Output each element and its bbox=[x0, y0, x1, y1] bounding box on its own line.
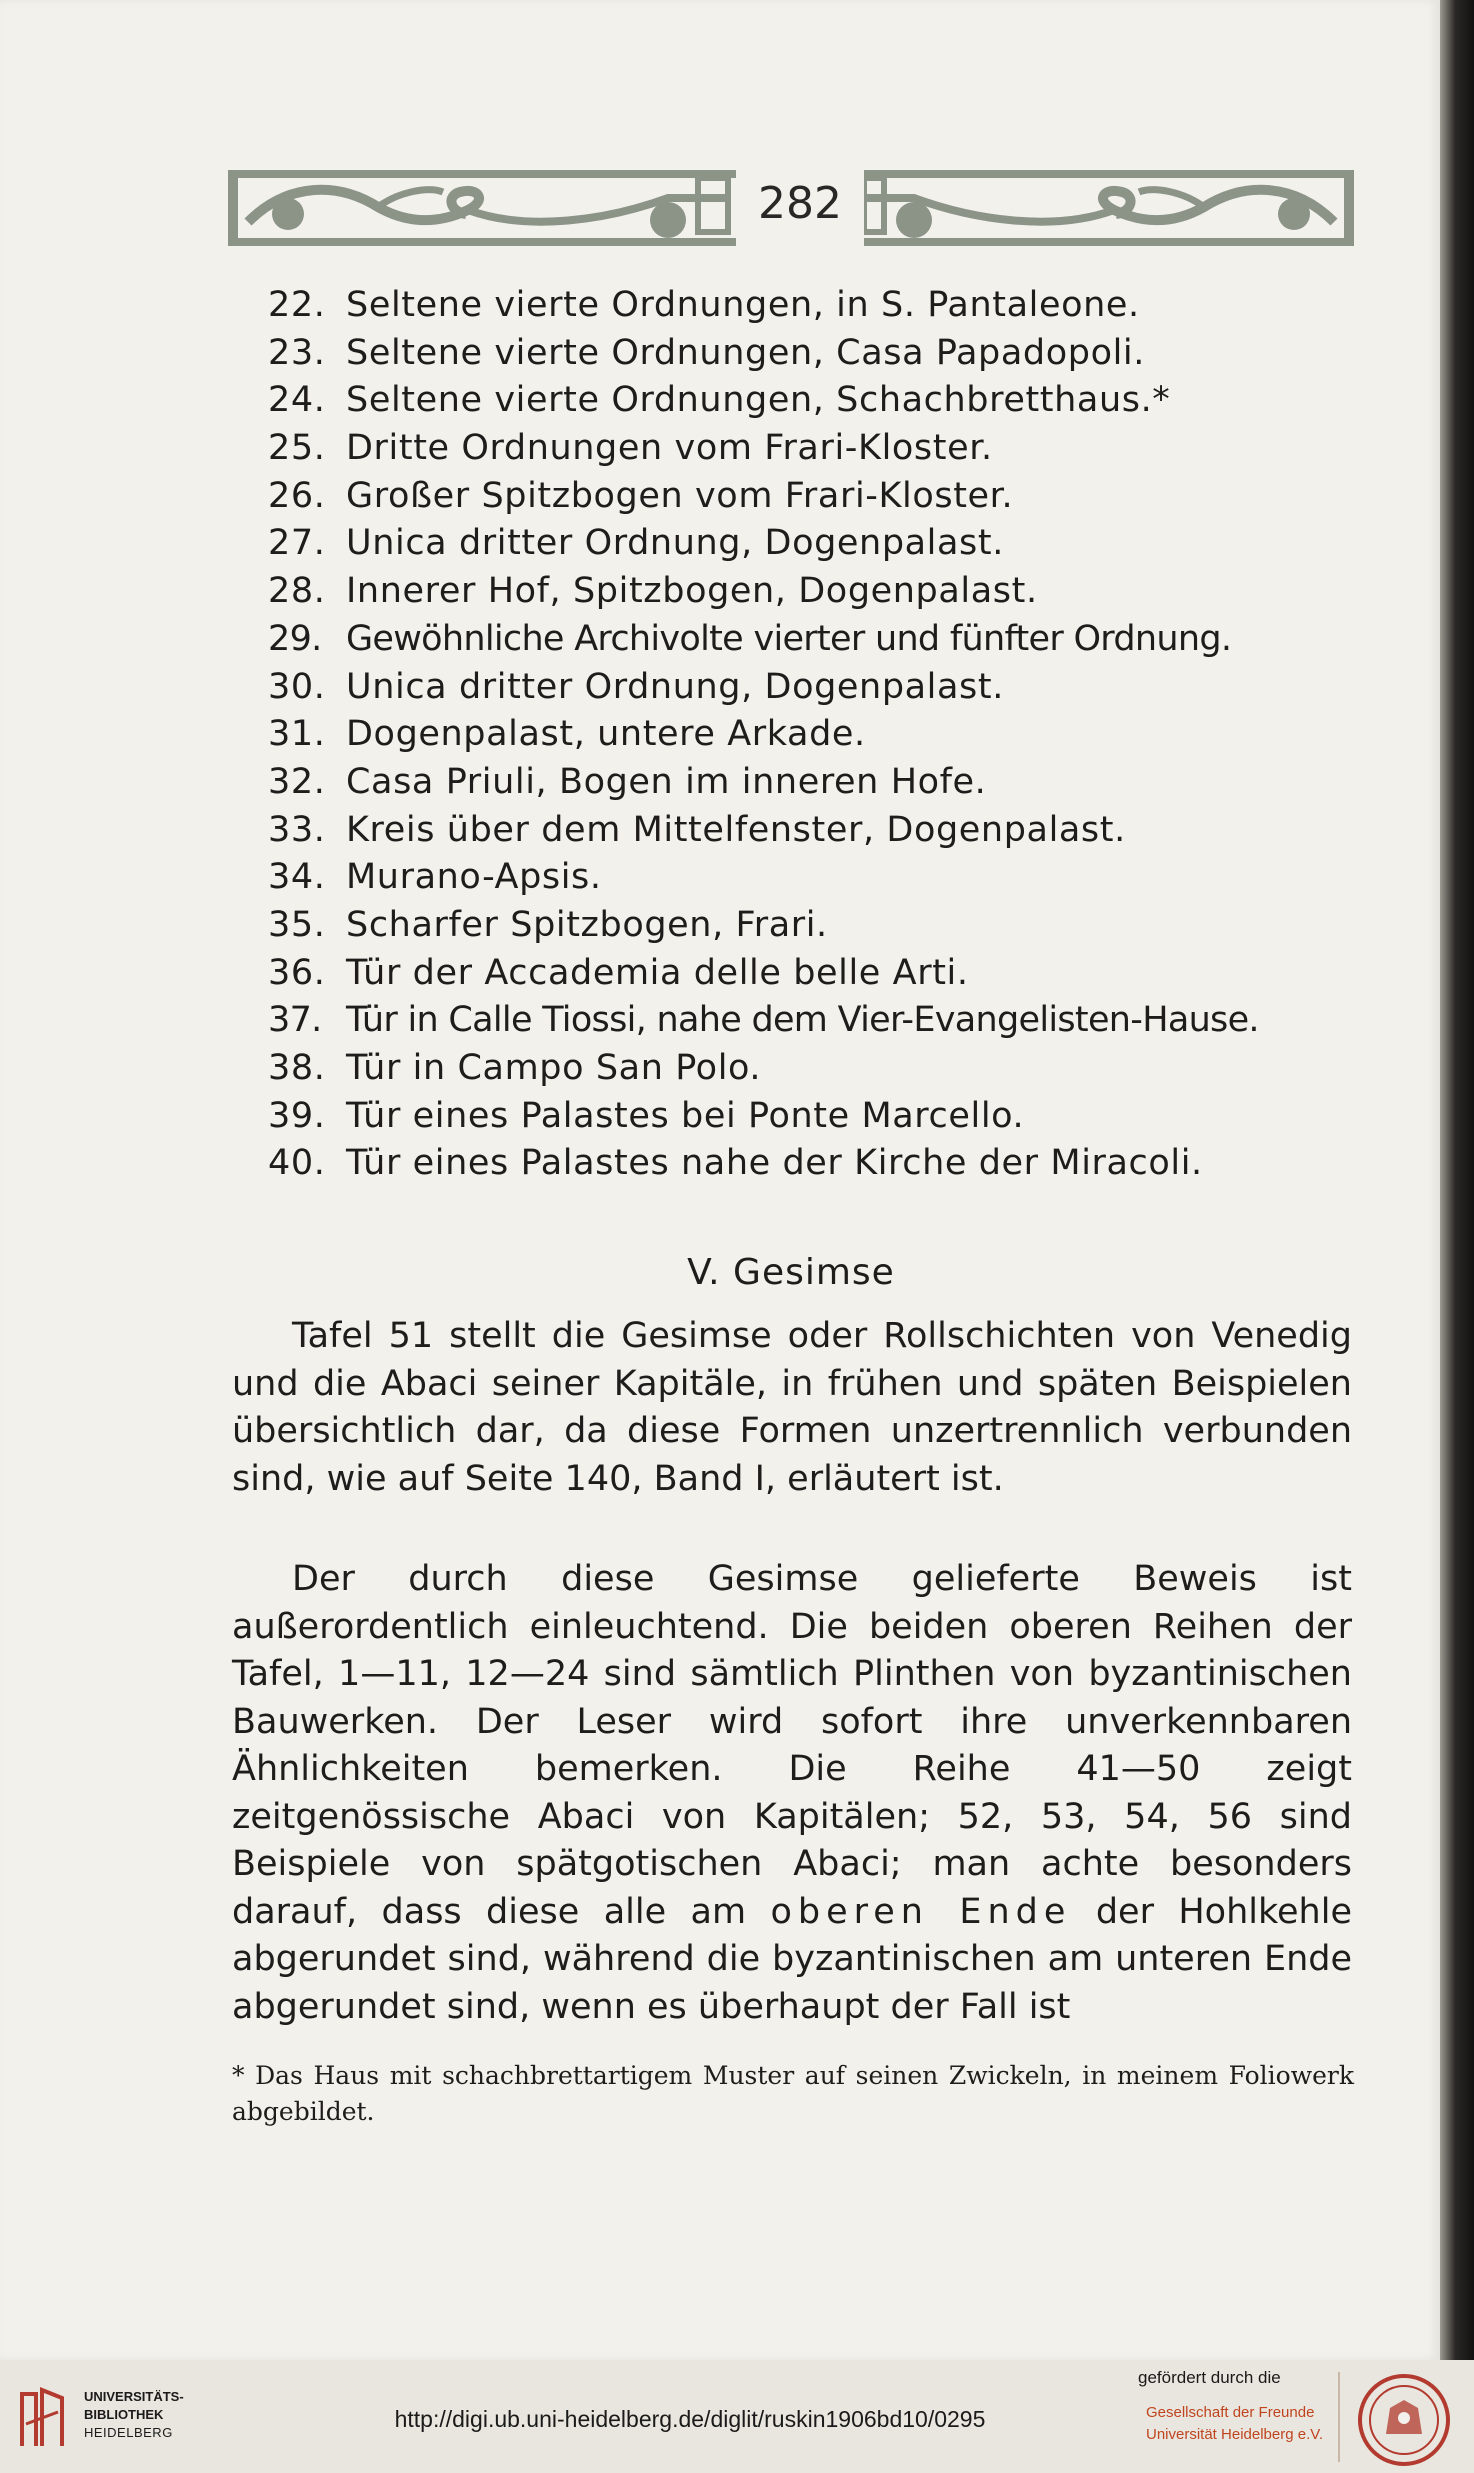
list-item: 32. Casa Priuli, Bogen im inneren Hofe. bbox=[268, 761, 987, 802]
list-item: 39. Tür eines Palastes bei Ponte Marcello. bbox=[268, 1095, 1025, 1136]
university-seal-icon bbox=[1356, 2372, 1452, 2468]
list-item: 35. Scharfer Spitzbogen, Frari. bbox=[268, 904, 828, 945]
list-item: 37. Tür in Calle Tiossi, nahe dem Vier-Evangelisten-Hause. bbox=[268, 1000, 1259, 1041]
footnote: * Das Haus mit schachbrettartigem Muster auf seinen Zwickeln, in meinem Foliowerk abgebildet. bbox=[232, 2061, 1354, 2126]
page-binding-edge bbox=[1440, 0, 1474, 2360]
footer-divider bbox=[1338, 2372, 1340, 2462]
sponsor-name: Gesellschaft der Freunde Universität Heidelberg e.V. bbox=[1146, 2404, 1324, 2443]
plate-item-list bbox=[268, 282, 1378, 1188]
section-heading: V. Gesimse bbox=[687, 1252, 895, 1293]
sponsor-intro: gefördert durch die bbox=[1138, 2368, 1281, 2387]
list-item: 27. Unica dritter Ordnung, Dogenpalast. bbox=[268, 523, 1004, 564]
list-item: 33. Kreis über dem Mittelfenster, Dogenpalast. bbox=[268, 809, 1126, 850]
emphasized-phrase: oberen Ende bbox=[770, 1891, 1072, 1932]
list-item: 24. Seltene vierte Ordnungen, Schachbretthaus.* bbox=[268, 380, 1171, 421]
list-item: 23. Seltene vierte Ordnungen, Casa Papadopoli. bbox=[268, 332, 1145, 373]
university-library-logo-icon bbox=[16, 2384, 68, 2452]
university-library-name: UNIVERSITÄTS- BIBLIOTHEK HEIDELBERG bbox=[84, 2389, 184, 2440]
left-vine-ornament-icon bbox=[228, 162, 736, 254]
list-item: 26. Großer Spitzbogen vom Frari-Kloster. bbox=[268, 475, 1014, 516]
list-item: 29. Gewöhnliche Archivolte vierter und fünfter Ordnung. bbox=[268, 618, 1232, 659]
list-item: 40. Tür eines Palastes nahe der Kirche der Miracoli. bbox=[268, 1143, 1203, 1184]
list-item: 25. Dritte Ordnungen vom Frari-Kloster. bbox=[268, 428, 993, 469]
list-item: 31. Dogenpalast, untere Arkade. bbox=[268, 714, 866, 755]
list-item: 34. Murano-Apsis. bbox=[268, 857, 602, 898]
body-paragraph: Der durch diese Gesimse gelieferte Beweis ist außerordentlich einleuchtend. Die beiden oberen Reihen der Tafel, 1—11, 12—24 sind sämtlich Plinthen von byzantinischen Bauwerken. Der Leser wird sofort ihre unverkennbaren Ähnlichkeiten bemerken. Die Reihe 41—50 zeigt zeitgenössische Abaci von Kapitälen; 52, 53, 54, 56 sind Beispiele von spätgotischen Abaci; man achte besonders darauf, dass diese alle am oberen Ende der Hohlkehle abgerundet sind, während die byzantinischen am unteren Ende abgerundet sind, wenn es überhaupt der Fall ist bbox=[232, 1559, 1352, 2027]
page-number: 282 bbox=[758, 178, 842, 229]
body-paragraph: Tafel 51 stellt die Gesimse oder Rollschichten von Venedig und die Abaci seiner Kapitäle, in frühen und späten Beispielen übersichtlich dar, da diese Formen unzertrennlich verbunden sind, wie auf Seite 140, Band I, erläutert ist. bbox=[232, 1316, 1352, 1499]
page-header bbox=[228, 148, 1354, 268]
right-vine-ornament-icon bbox=[864, 162, 1354, 254]
list-item: 30. Unica dritter Ordnung, Dogenpalast. bbox=[268, 666, 1004, 707]
list-item: 22. Seltene vierte Ordnungen, in S. Pantaleone. bbox=[268, 285, 1140, 325]
document-url-link[interactable]: http://digi.ub.uni-heidelberg.de/diglit/ruskin1906bd10/0295 bbox=[394, 2406, 986, 2432]
list-item: 28. Innerer Hof, Spitzbogen, Dogenpalast. bbox=[268, 571, 1038, 612]
list-item: 36. Tür der Accademia delle belle Arti. bbox=[268, 952, 969, 993]
list-item: 38. Tür in Campo San Polo. bbox=[268, 1048, 762, 1088]
